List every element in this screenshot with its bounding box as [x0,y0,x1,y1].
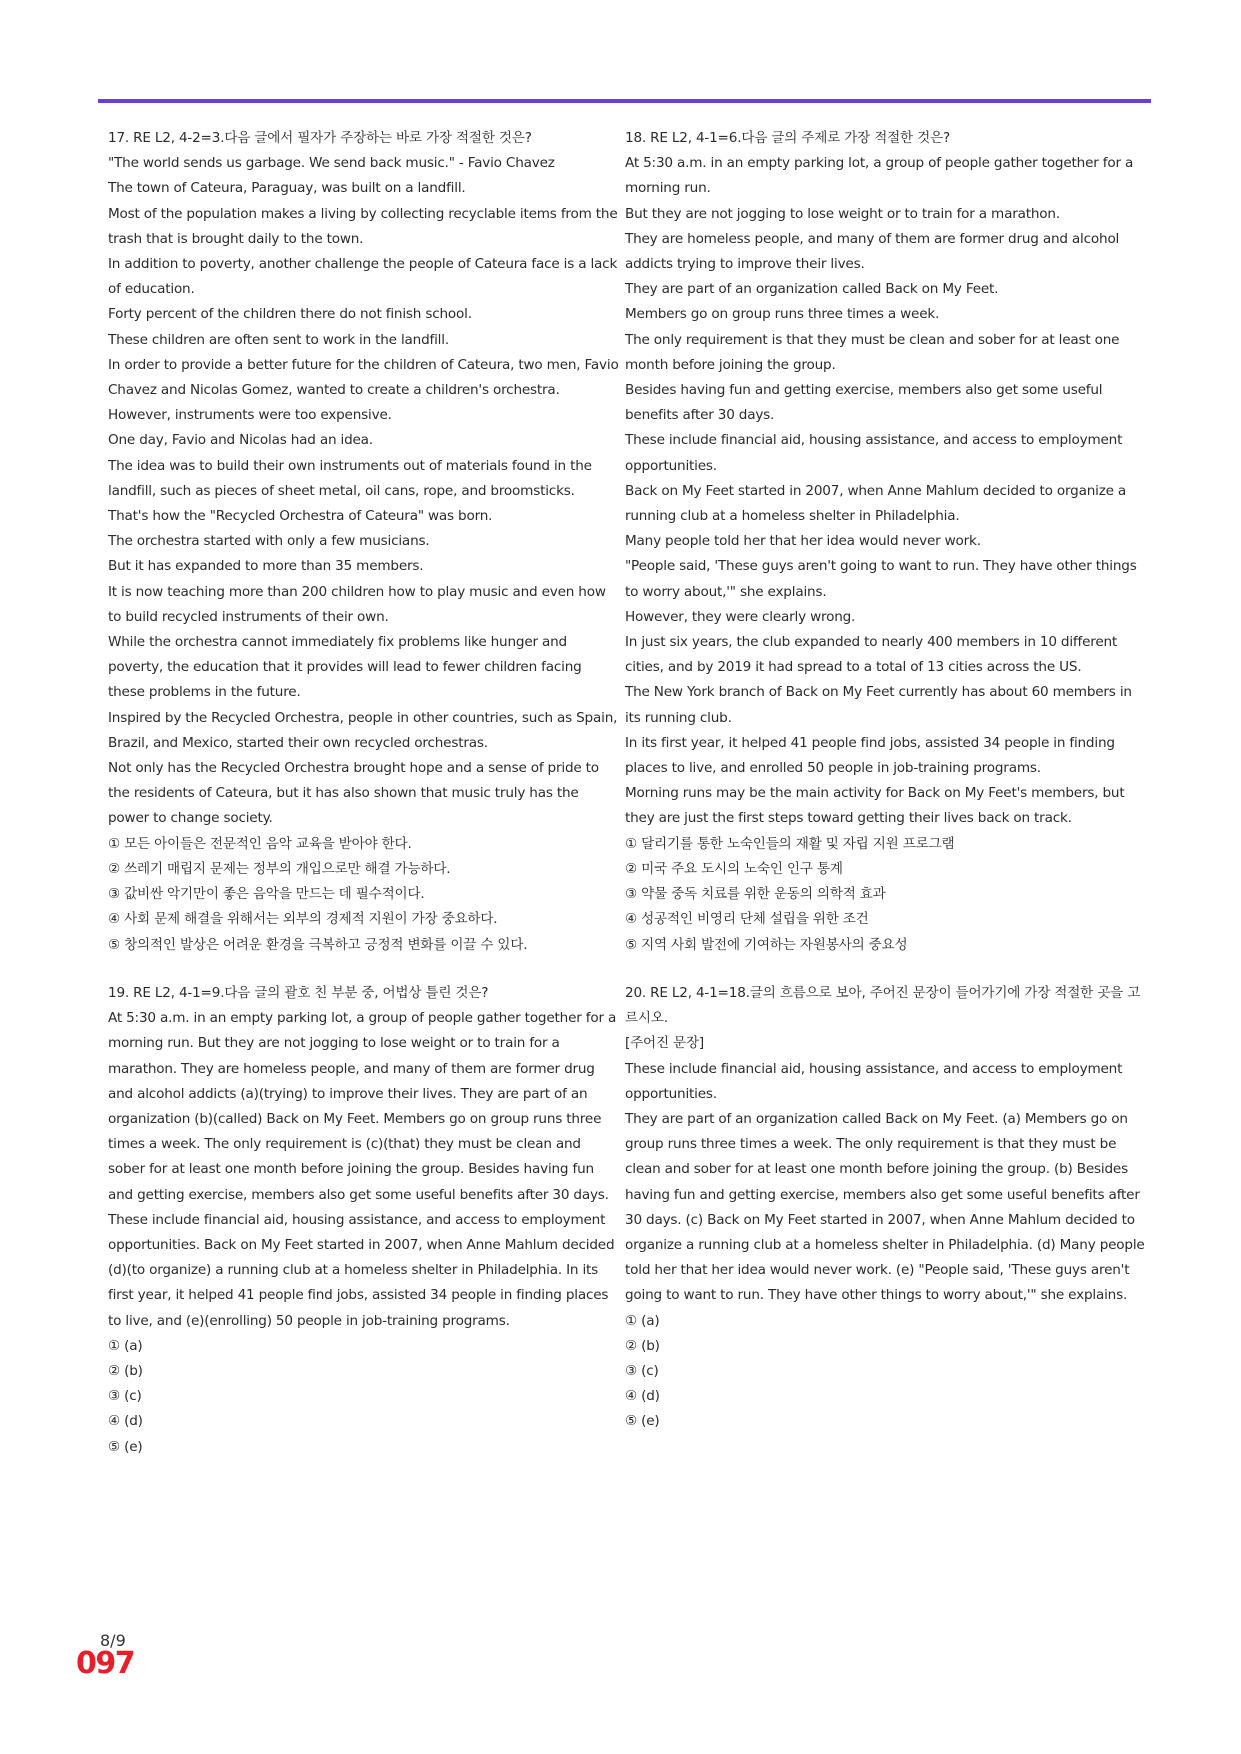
question-19 [108,981,620,1460]
passage [108,151,620,831]
answer-options [625,1309,1145,1435]
passage-line: One day, Favio and Nicolas had an idea. [108,432,373,449]
question-title: 18. RE L2, 4-1=6.다음 글의 주제로 가장 적절한 것은? [625,130,950,146]
passage-line: However, instruments were too expensive. [108,407,392,424]
passage-line: The orchestra started with only a few musicians. [108,533,430,550]
passage-line: Morning runs may be the main activity for Back on My Feet's members, but they are just the first steps toward getting their lives back on track. [625,785,1125,827]
answer-option: ③ 값비싼 악기만이 좋은 음악을 만드는 데 필수적이다. [108,886,425,903]
passage [625,151,1137,831]
answer-options [108,832,620,958]
question-title: 17. RE L2, 4-2=3.다음 글에서 필자가 주장하는 바로 가장 적절한 것은? [108,130,532,146]
answer-option: ① (a) [108,1337,143,1354]
answer-option: ① 모든 아이들은 전문적인 음악 교육을 받아야 한다. [108,835,412,852]
answer-option: ② 미국 주요 도시의 노숙인 인구 통계 [625,860,843,877]
passage-line: At 5:30 a.m. in an empty parking lot, a group of people gather together for a morning run. [625,155,1134,197]
passage-line: These include financial aid, housing assistance, and access to employment opportunities. [625,432,1123,474]
question-title: 19. RE L2, 4-1=9.다음 글의 괄호 친 부분 중, 어법상 틀린 것은? [108,985,489,1001]
question-20 [625,981,1145,1435]
passage-line: While the orchestra cannot immediately fix problems like hunger and poverty, the education that it provides will lead to fewer children facing these problems in the future. [108,634,582,701]
answer-options [108,1334,620,1460]
answer-option: ⑤ 창의적인 발상은 어려운 환경을 극복하고 긍정적 변화를 이끌 수 있다. [108,936,528,953]
passage-line: But it has expanded to more than 35 members. [108,558,424,575]
passage-line: In its first year, it helped 41 people find jobs, assisted 34 people in finding places to live, and enrolled 50 people in job-training programs. [625,734,1115,777]
passage-line: They are homeless people, and many of them are former drug and alcohol addicts trying to improve their lives. [625,230,1120,273]
answer-option: ④ 성공적인 비영리 단체 설립을 위한 조건 [625,911,869,928]
passage-line: But they are not jogging to lose weight or to train for a marathon. [625,205,1060,222]
passage-line: However, they were clearly wrong. [625,608,856,625]
passage-line: "People said, 'These guys aren't going to want to run. They have other things to worry about,'" she explains. [625,558,1137,600]
passage-line: Back on My Feet started in 2007, when Anne Mahlum decided to organize a running club at a homeless shelter in Philadelphia. [625,482,1127,525]
top-divider [98,99,1151,103]
answer-option: ⑤ 지역 사회 발전에 기여하는 자원봉사의 중요성 [625,936,908,953]
answer-options [625,832,1137,958]
passage: They are part of an organization called Back on My Feet. (a) Members go on group runs three times a week. The only requirement is that they must be clean and sober for at least one month before joining the group. (b) Besides having fun and getting exercise, members also get some useful benefits after 30 days. (c) Back on My Feet started in 2007, when Anne Mahlum decided to organize a running club at a homeless shelter in Philadelphia. (d) Many people told her that her idea would never work. (e) "People said, 'These guys aren't going to want to run. They have other things to worry about,'" she explains. [625,1111,1145,1304]
passage-line: In just six years, the club expanded to nearly 400 members in 10 different cities, and by 2019 it had spread to a total of 13 cities across the US. [625,634,1118,676]
passage-line: Not only has the Recycled Orchestra brought hope and a sense of pride to the residents of Cateura, but it has also shown that music truly has the power to change society. [108,760,599,827]
passage-line: The idea was to build their own instruments out of materials found in the landfill, such as pieces of sheet metal, oil cans, rope, and broomsticks. [108,457,592,499]
given-sentence-label: [주어진 문장] [625,1035,704,1052]
given-sentence: These include financial aid, housing assistance, and access to employment opportunities. [625,1060,1123,1102]
passage-line: They are part of an organization called Back on My Feet. [625,281,999,298]
answer-option: ① (a) [625,1312,660,1329]
answer-option: ④ 사회 문제 해결을 위해서는 외부의 경제적 지원이 가장 중요하다. [108,911,498,928]
answer-option: ⑤ (e) [625,1413,660,1430]
passage-line: Members go on group runs three times a week. [625,306,940,323]
document-code: 097 [76,1646,135,1681]
answer-option: ③ (c) [625,1363,659,1380]
answer-option: ② 쓰레기 매립지 문제는 정부의 개입으로만 해결 가능하다. [108,860,451,877]
passage-line: "The world sends us garbage. We send back music." - Favio Chavez [108,155,555,172]
question-title: 20. RE L2, 4-1=18.글의 흐름으로 보아, 주어진 문장이 들어가기에 가장 적절한 곳을 고르시오. [625,985,1141,1027]
answer-option: ④ (d) [625,1388,660,1405]
passage-line: The only requirement is that they must be clean and sober for at least one month before joining the group. [625,331,1120,373]
question-18 [625,126,1137,958]
answer-option: ⑤ (e) [108,1438,143,1455]
answer-option: ③ 약물 중독 치료를 위한 운동의 의학적 효과 [625,886,886,903]
passage-line: In addition to poverty, another challenge the people of Cateura face is a lack of education. [108,256,618,298]
passage-line: These children are often sent to work in the landfill. [108,331,449,348]
answer-option: ④ (d) [108,1413,143,1430]
passage-line: It is now teaching more than 200 children how to play music and even how to build recycled instruments of their own. [108,583,606,625]
page-number: 8/9 [100,1631,126,1650]
passage-line: The town of Cateura, Paraguay, was built on a landfill. [108,180,466,197]
passage: At 5:30 a.m. in an empty parking lot, a group of people gather together for a morning run. But they are not jogging to lose weight or to train for a marathon. They are homeless people, and many of them are former drug and alcohol addicts (a)(trying) to improve their lives. They are part of an organization (b)(called) Back on My Feet. Members go on group runs three times a week. The only requirement is (c)(that) they must be clean and sober for at least one month before joining the group. Besides having fun and getting exercise, members also get some useful benefits after 30 days. These include financial aid, housing assistance, and access to employment opportunities. Back on My Feet started in 2007, when Anne Mahlum decided (d)(to organize) a running club at a homeless shelter in Philadelphia. In its first year, it helped 41 people find jobs, assisted 34 people in finding places to live, and (e)(enrolling) 50 people in job-training programs. [108,1010,617,1329]
answer-option: ② (b) [108,1363,143,1380]
passage-line: Many people told her that her idea would never work. [625,533,981,550]
passage-line: Besides having fun and getting exercise, members also get some useful benefits after 30 days. [625,382,1103,424]
passage-line: In order to provide a better future for the children of Cateura, two men, Favio Chavez and Nicolas Gomez, wanted to create a children's orchestra. [108,356,619,399]
answer-option: ① 달리기를 통한 노숙인들의 재활 및 자립 지원 프로그램 [625,835,955,852]
answer-option: ② (b) [625,1337,660,1354]
passage-line: Forty percent of the children there do not finish school. [108,306,472,323]
passage-line: The New York branch of Back on My Feet currently has about 60 members in its running club. [625,684,1132,726]
question-17 [108,126,620,958]
answer-option: ③ (c) [108,1388,142,1405]
passage-line: Inspired by the Recycled Orchestra, people in other countries, such as Spain, Brazil, and Mexico, started their own recycled orchestras. [108,709,618,751]
passage-line: That's how the "Recycled Orchestra of Cateura" was born. [108,508,493,525]
passage-line: Most of the population makes a living by collecting recyclable items from the trash that is brought daily to the town. [108,205,618,247]
